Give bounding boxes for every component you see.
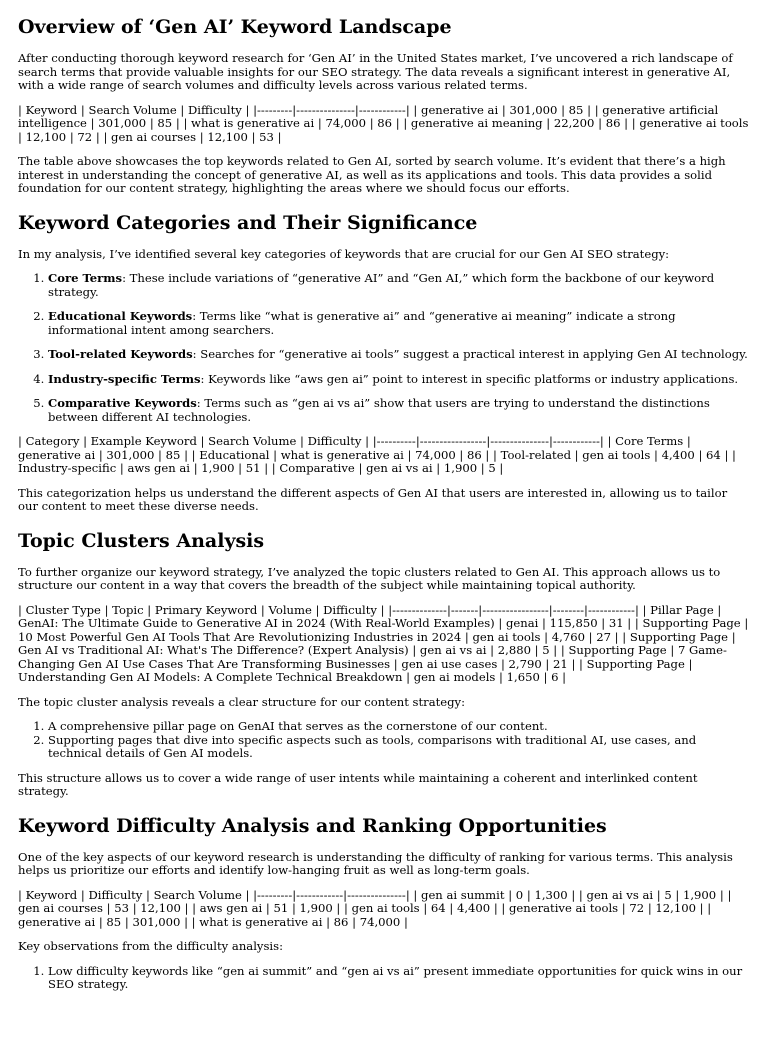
list-item: 2. Supporting pages that dive into specific aspects such as tools, comparisons with traditional AI, use cases, and technical details of Gen AI models. <box>48 734 750 761</box>
overview-outro: The table above showcases the top keywords related to Gen AI, sorted by search volume. It’s evident that there’s a high interest in understanding the concept of generative AI, as well as its applications and tools. This data provides a solid foundation for our content strategy, highlighting the areas where we should focus our efforts. <box>18 154 726 195</box>
list-item: 1. A comprehensive pillar page on GenAI that serves as the cornerstone of our content. <box>48 720 750 734</box>
categories-outro: This categorization helps us understand the different aspects of Gen AI that users are interested in, allowing us to tailor our content to meet these diverse needs. <box>18 485 728 513</box>
section-heading-overview: Overview of ‘Gen AI’ Keyword Landscape <box>18 16 452 38</box>
section-heading-categories: Keyword Categories and Their Significance <box>18 211 478 234</box>
list-item <box>48 348 750 362</box>
section-heading-topic-clusters: Topic Clusters Analysis <box>18 529 265 552</box>
categories-table-text: | Category | Example Keyword | Search Volume | Difficulty | |----------|-----------------|---------------|------------| | Core Terms | generative ai | 301,000 | 85 | | Educational | what is generative ai | 74,000 | 86 | | Tool-related | gen ai tools | 4,400 | 64 | | Industry-specific | aws gen ai | 1,900 | 51 | | Comparative | gen ai vs ai | 1,900 | 5 | <box>18 434 736 475</box>
clusters-outro: This structure allows us to cover a wide range of user intents while maintaining a coherent and interlinked content strategy. <box>18 770 698 798</box>
category-description: : Searches for “generative ai tools” suggest a practical interest in applying Gen AI technology. <box>192 347 748 361</box>
category-term: Tool-related Keywords <box>48 347 193 361</box>
clusters-intro: To further organize our keyword strategy, I’ve analyzed the topic clusters related to Gen AI. This approach allows us to structure our content in a way that covers the breadth of the subject while maintaining topical authority. <box>18 564 721 592</box>
list-item <box>48 397 750 424</box>
category-description: : Terms like “what is generative ai” and “generative ai meaning” indicate a strong informational intent among searchers. <box>48 309 676 337</box>
difficulty-middle: Key observations from the difficulty analysis: <box>18 939 283 953</box>
category-term: Core Terms <box>48 271 123 285</box>
overview-intro: After conducting thorough keyword research for ‘Gen AI’ in the United States market, I’ve uncovered a rich landscape of search terms that provide valuable insights for our SEO strategy. The data reveals a significant interest in generative AI, with a wide range of search volumes and difficulty levels across various related terms. <box>18 51 733 92</box>
clusters-middle: The topic cluster analysis reveals a clear structure for our content strategy: <box>18 694 465 709</box>
difficulty-intro: One of the key aspects of our keyword research is understanding the difficulty of ranking for various terms. This analysis helps us prioritize our efforts and identify low-hanging fruit as well as long-term goals. <box>18 849 733 877</box>
category-term: Educational Keywords <box>48 309 193 323</box>
categories-intro: In my analysis, I’ve identified several key categories of keywords that are crucial for our Gen AI SEO strategy: <box>18 246 670 261</box>
category-description: : Terms such as “gen ai vs ai” show that users are trying to understand the distinctions between different AI technologies. <box>48 396 710 424</box>
overview-keyword-table-text: | Keyword | Search Volume | Difficulty | |---------|---------------|------------| | generative ai | 301,000 | 85 | | generative artificial intelligence | 301,000 | 85 | | what is generative ai | 74,000 | 86 | | generative ai meaning | 22,200 | 86 | | generative ai tools | 12,100 | 72 | | gen ai courses | 12,100 | 53 | <box>18 102 749 144</box>
difficulty-table-text: | Keyword | Difficulty | Search Volume | |---------|------------|---------------| | gen ai summit | 0 | 1,300 | | gen ai vs ai | 5 | 1,900 | | gen ai courses | 53 | 12,100 | | aws gen ai | 51 | 1,900 | | gen ai tools | 64 | 4,400 | | generative ai tools | 72 | 12,100 | | generative ai | 85 | 301,000 | | what is generative ai | 86 | 74,000 | <box>18 887 732 929</box>
clusters-list <box>18 720 750 761</box>
difficulty-observations-list <box>18 965 750 992</box>
category-term: Comparative Keywords <box>48 396 197 410</box>
list-item <box>48 310 750 337</box>
list-item <box>48 272 750 299</box>
category-description: : These include variations of “generative AI” and “Gen AI,” which form the backbone of our keyword strategy. <box>48 271 715 299</box>
section-heading-difficulty: Keyword Difficulty Analysis and Ranking Opportunities <box>18 814 607 837</box>
categories-list <box>18 272 750 424</box>
list-item: 1. Low difficulty keywords like “gen ai summit” and “gen ai vs ai” present immediate opportunities for quick wins in our SEO strategy. <box>48 965 750 992</box>
category-description: : Keywords like “aws gen ai” point to interest in specific platforms or industry applications. <box>200 371 739 386</box>
clusters-table-text: | Cluster Type | Topic | Primary Keyword | Volume | Difficulty | |--------------|-------|-----------------|--------|------------| | Pillar Page | GenAI: The Ultimate Guide to Generative AI in 2024 (With Real-World Examples) | genai | 115,850 | 31 | | Supporting Page | 10 Most Powerful Gen AI Tools That Are Revolutionizing Industries in 2024 | gen ai tools | 4,760 | 27 | | Supporting Page | Gen AI vs Traditional AI: What's The Difference? (Expert Analysis) | gen ai vs ai | 2,880 | 5 | | Supporting Page | 7 Game-Changing Gen AI Use Cases That Are Transforming Businesses | gen ai use cases | 2,790 | 21 | | Supporting Page | Understanding Gen AI Models: A Complete Technical Breakdown | gen ai models | 1,650 | 6 | <box>18 602 749 684</box>
category-term: Industry-specific Terms <box>48 371 201 386</box>
list-item <box>48 373 750 387</box>
